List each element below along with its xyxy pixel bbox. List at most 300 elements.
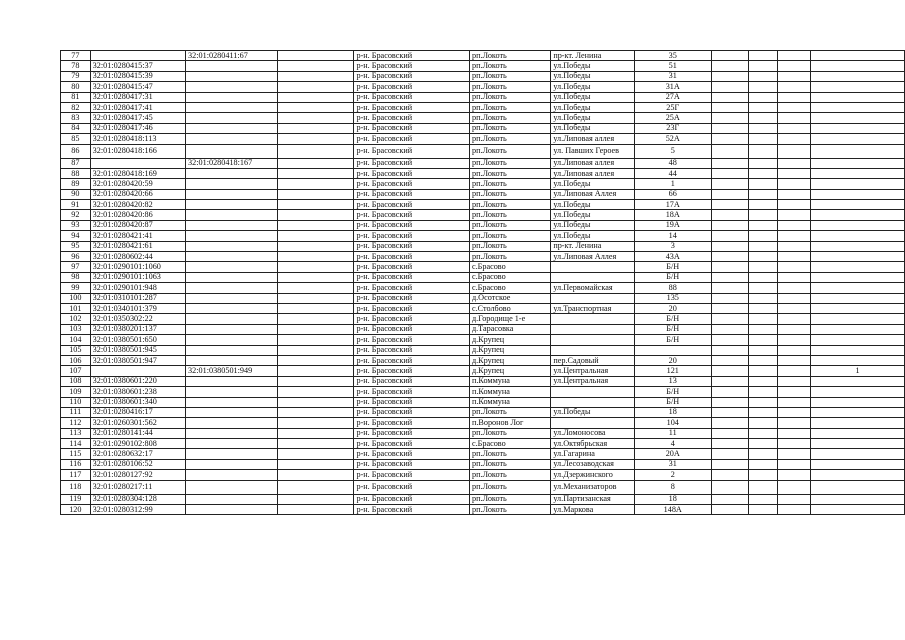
empty-cell xyxy=(278,494,354,504)
house-number-cell: Б/Н xyxy=(634,272,711,282)
row-number-cell: 120 xyxy=(61,505,91,515)
row-number-cell: 98 xyxy=(61,272,91,282)
empty-cell xyxy=(777,241,810,251)
empty-cell xyxy=(748,241,777,251)
region-cell: р-н. Брасовский xyxy=(354,303,470,313)
cadastral-number-cell: 32:01:0280420:59 xyxy=(90,179,185,189)
extra-value-cell xyxy=(811,293,905,303)
empty-cell xyxy=(777,113,810,123)
cadastral-number-alt-cell xyxy=(186,283,278,293)
street-cell: ул.Транспортная xyxy=(551,303,635,313)
cadastral-number-cell xyxy=(90,158,185,168)
row-number-cell: 110 xyxy=(61,397,91,407)
empty-cell xyxy=(278,407,354,417)
extra-value-cell xyxy=(811,189,905,199)
cadastral-number-cell: 32:01:0280421:41 xyxy=(90,231,185,241)
house-number-cell: Б/Н xyxy=(634,324,711,334)
settlement-cell: рп.Локоть xyxy=(469,252,550,262)
cadastral-number-alt-cell xyxy=(186,314,278,324)
empty-cell xyxy=(711,459,748,469)
empty-cell xyxy=(777,407,810,417)
street-cell: ул.Победы xyxy=(551,231,635,241)
settlement-cell: рп.Локоть xyxy=(469,144,550,158)
empty-cell xyxy=(278,92,354,102)
extra-value-cell xyxy=(811,252,905,262)
settlement-cell: д.Крупец xyxy=(469,366,550,376)
empty-cell xyxy=(748,220,777,230)
extra-value-cell xyxy=(811,82,905,92)
cadastral-number-cell: 32:01:0280420:86 xyxy=(90,210,185,220)
empty-cell xyxy=(748,494,777,504)
house-number-cell: Б/Н xyxy=(634,387,711,397)
table-row xyxy=(61,505,905,515)
cadastral-number-alt-cell xyxy=(186,220,278,230)
house-number-cell: 31 xyxy=(634,71,711,81)
house-number-cell: 8 xyxy=(634,480,711,494)
cadastral-number-alt-cell xyxy=(186,168,278,178)
table-row xyxy=(61,168,905,178)
empty-cell xyxy=(777,71,810,81)
empty-cell xyxy=(711,376,748,386)
empty-cell xyxy=(748,418,777,428)
region-cell: р-н. Брасовский xyxy=(354,293,470,303)
street-cell: ул.Победы xyxy=(551,113,635,123)
extra-value-cell xyxy=(811,505,905,515)
cadastral-number-cell: 32:01:0280417:46 xyxy=(90,123,185,133)
street-cell: ул.Победы xyxy=(551,92,635,102)
street-cell: ул.Липовая Аллея xyxy=(551,252,635,262)
cadastral-number-cell: 32:01:0280420:66 xyxy=(90,189,185,199)
cadastral-number-cell: 32:01:0280304:128 xyxy=(90,494,185,504)
empty-cell xyxy=(748,335,777,345)
street-cell: ул.Маркова xyxy=(551,505,635,515)
row-number-cell: 112 xyxy=(61,418,91,428)
settlement-cell: п.Коммуна xyxy=(469,376,550,386)
cadastral-number-alt-cell xyxy=(186,123,278,133)
table-body xyxy=(61,51,905,515)
empty-cell xyxy=(748,459,777,469)
empty-cell xyxy=(278,397,354,407)
house-number-cell: 25Г xyxy=(634,102,711,112)
empty-cell xyxy=(278,189,354,199)
empty-cell xyxy=(711,210,748,220)
empty-cell xyxy=(278,61,354,71)
street-cell: ул.Победы xyxy=(551,102,635,112)
settlement-cell: рп.Локоть xyxy=(469,220,550,230)
cadastral-number-alt-cell: 32:01:0380501:949 xyxy=(186,366,278,376)
extra-value-cell xyxy=(811,283,905,293)
cadastral-number-cell: 32:01:0280415:37 xyxy=(90,61,185,71)
empty-cell xyxy=(278,439,354,449)
empty-cell xyxy=(748,123,777,133)
empty-cell xyxy=(777,144,810,158)
region-cell: р-н. Брасовский xyxy=(354,241,470,251)
empty-cell xyxy=(748,355,777,365)
extra-value-cell xyxy=(811,51,905,61)
street-cell xyxy=(551,345,635,355)
street-cell: ул.Липовая аллея xyxy=(551,134,635,144)
row-number-cell: 80 xyxy=(61,82,91,92)
cadastral-number-cell: 32:01:0280417:31 xyxy=(90,92,185,102)
empty-cell xyxy=(711,387,748,397)
row-number-cell: 109 xyxy=(61,387,91,397)
settlement-cell: с.Брасово xyxy=(469,283,550,293)
cadastral-number-cell: 32:01:0380601:220 xyxy=(90,376,185,386)
region-cell: р-н. Брасовский xyxy=(354,200,470,210)
house-number-cell: 18 xyxy=(634,494,711,504)
extra-value-cell xyxy=(811,397,905,407)
settlement-cell: рп.Локоть xyxy=(469,470,550,480)
table-row xyxy=(61,61,905,71)
house-number-cell: 5 xyxy=(634,144,711,158)
street-cell: пр-кт. Ленина xyxy=(551,51,635,61)
empty-cell xyxy=(777,92,810,102)
empty-cell xyxy=(278,71,354,81)
table-row xyxy=(61,82,905,92)
extra-value-cell xyxy=(811,113,905,123)
settlement-cell: рп.Локоть xyxy=(469,61,550,71)
empty-cell xyxy=(711,345,748,355)
extra-value-cell xyxy=(811,324,905,334)
cadastral-number-cell: 32:01:0280418:166 xyxy=(90,144,185,158)
region-cell: р-н. Брасовский xyxy=(354,397,470,407)
row-number-cell: 111 xyxy=(61,407,91,417)
table-row xyxy=(61,480,905,494)
extra-value-cell xyxy=(811,314,905,324)
house-number-cell: 104 xyxy=(634,418,711,428)
empty-cell xyxy=(711,324,748,334)
empty-cell xyxy=(777,428,810,438)
house-number-cell: 35 xyxy=(634,51,711,61)
cadastral-number-alt-cell xyxy=(186,428,278,438)
region-cell: р-н. Брасовский xyxy=(354,61,470,71)
extra-value-cell: 1 xyxy=(811,366,905,376)
region-cell: р-н. Брасовский xyxy=(354,439,470,449)
empty-cell xyxy=(711,220,748,230)
table-row xyxy=(61,418,905,428)
settlement-cell: с.Брасово xyxy=(469,262,550,272)
empty-cell xyxy=(777,314,810,324)
extra-value-cell xyxy=(811,376,905,386)
cadastral-number-cell: 32:01:0290101:1060 xyxy=(90,262,185,272)
empty-cell xyxy=(278,418,354,428)
region-cell: р-н. Брасовский xyxy=(354,418,470,428)
settlement-cell: рп.Локоть xyxy=(469,158,550,168)
row-number-cell: 78 xyxy=(61,61,91,71)
empty-cell xyxy=(278,293,354,303)
empty-cell xyxy=(777,158,810,168)
cadastral-number-alt-cell: 32:01:0280418:167 xyxy=(186,158,278,168)
house-number-cell: 88 xyxy=(634,283,711,293)
extra-value-cell xyxy=(811,210,905,220)
empty-cell xyxy=(711,252,748,262)
street-cell: ул.Победы xyxy=(551,123,635,133)
empty-cell xyxy=(278,345,354,355)
cadastral-number-alt-cell xyxy=(186,82,278,92)
house-number-cell: 4 xyxy=(634,439,711,449)
table-row xyxy=(61,335,905,345)
extra-value-cell xyxy=(811,158,905,168)
empty-cell xyxy=(278,51,354,61)
cadastral-number-cell: 32:01:0260301:562 xyxy=(90,418,185,428)
empty-cell xyxy=(777,252,810,262)
cadastral-number-cell: 32:01:0280602:44 xyxy=(90,252,185,262)
extra-value-cell xyxy=(811,470,905,480)
empty-cell xyxy=(278,387,354,397)
settlement-cell: п.Воронов Лог xyxy=(469,418,550,428)
empty-cell xyxy=(748,158,777,168)
table-row xyxy=(61,366,905,376)
empty-cell xyxy=(711,314,748,324)
empty-cell xyxy=(711,113,748,123)
settlement-cell: п.Коммуна xyxy=(469,387,550,397)
house-number-cell: 13 xyxy=(634,376,711,386)
region-cell: р-н. Брасовский xyxy=(354,480,470,494)
row-number-cell: 118 xyxy=(61,480,91,494)
settlement-cell: д.Городище 1-е xyxy=(469,314,550,324)
empty-cell xyxy=(711,241,748,251)
empty-cell xyxy=(777,366,810,376)
table-row xyxy=(61,407,905,417)
extra-value-cell xyxy=(811,303,905,313)
settlement-cell: рп.Локоть xyxy=(469,134,550,144)
cadastral-number-alt-cell xyxy=(186,407,278,417)
row-number-cell: 119 xyxy=(61,494,91,504)
empty-cell xyxy=(278,428,354,438)
empty-cell xyxy=(777,494,810,504)
table-row xyxy=(61,272,905,282)
empty-cell xyxy=(711,82,748,92)
settlement-cell: с.Брасово xyxy=(469,272,550,282)
empty-cell xyxy=(748,231,777,241)
empty-cell xyxy=(777,272,810,282)
cadastral-number-cell: 32:01:0290101:948 xyxy=(90,283,185,293)
empty-cell xyxy=(711,293,748,303)
empty-cell xyxy=(748,168,777,178)
extra-value-cell xyxy=(811,387,905,397)
empty-cell xyxy=(711,407,748,417)
region-cell: р-н. Брасовский xyxy=(354,92,470,102)
settlement-cell: д.Осотское xyxy=(469,293,550,303)
cadastral-number-cell: 32:01:0380201:137 xyxy=(90,324,185,334)
extra-value-cell xyxy=(811,345,905,355)
row-number-cell: 83 xyxy=(61,113,91,123)
house-number-cell: 121 xyxy=(634,366,711,376)
street-cell: ул.Липовая Аллея xyxy=(551,189,635,199)
street-cell: ул.Первомайская xyxy=(551,283,635,293)
table-row xyxy=(61,220,905,230)
table-row xyxy=(61,283,905,293)
house-number-cell: 135 xyxy=(634,293,711,303)
region-cell: р-н. Брасовский xyxy=(354,82,470,92)
street-cell: ул.Дзержинского xyxy=(551,470,635,480)
house-number-cell: 48 xyxy=(634,158,711,168)
cadastral-number-alt-cell xyxy=(186,376,278,386)
cadastral-number-alt-cell xyxy=(186,113,278,123)
empty-cell xyxy=(278,314,354,324)
street-cell: ул.Победы xyxy=(551,61,635,71)
house-number-cell: 66 xyxy=(634,189,711,199)
cadastral-number-alt-cell xyxy=(186,397,278,407)
extra-value-cell xyxy=(811,220,905,230)
table-row xyxy=(61,123,905,133)
empty-cell xyxy=(711,418,748,428)
house-number-cell: 20 xyxy=(634,355,711,365)
cadastral-number-alt-cell xyxy=(186,494,278,504)
region-cell: р-н. Брасовский xyxy=(354,314,470,324)
cadastral-number-cell: 32:01:0380601:238 xyxy=(90,387,185,397)
empty-cell xyxy=(711,366,748,376)
table-row xyxy=(61,189,905,199)
empty-cell xyxy=(748,303,777,313)
table-row xyxy=(61,314,905,324)
row-number-cell: 113 xyxy=(61,428,91,438)
empty-cell xyxy=(711,480,748,494)
empty-cell xyxy=(711,71,748,81)
street-cell xyxy=(551,262,635,272)
cadastral-number-alt-cell xyxy=(186,355,278,365)
cadastral-number-alt-cell xyxy=(186,189,278,199)
empty-cell xyxy=(748,324,777,334)
table-row xyxy=(61,179,905,189)
cadastral-number-cell: 32:01:0340101:379 xyxy=(90,303,185,313)
table-row xyxy=(61,144,905,158)
cadastral-number-alt-cell xyxy=(186,241,278,251)
empty-cell xyxy=(748,179,777,189)
extra-value-cell xyxy=(811,418,905,428)
table-row xyxy=(61,113,905,123)
empty-cell xyxy=(777,293,810,303)
row-number-cell: 89 xyxy=(61,179,91,189)
settlement-cell: рп.Локоть xyxy=(469,210,550,220)
row-number-cell: 104 xyxy=(61,335,91,345)
empty-cell xyxy=(777,123,810,133)
settlement-cell: с.Столбово xyxy=(469,303,550,313)
row-number-cell: 95 xyxy=(61,241,91,251)
region-cell: р-н. Брасовский xyxy=(354,355,470,365)
cadastral-number-cell: 32:01:0280417:45 xyxy=(90,113,185,123)
empty-cell xyxy=(748,189,777,199)
street-cell: ул.Центральная xyxy=(551,366,635,376)
empty-cell xyxy=(748,293,777,303)
extra-value-cell xyxy=(811,449,905,459)
cadastral-number-alt-cell: 32:01:0280411:67 xyxy=(186,51,278,61)
settlement-cell: д.Крупец xyxy=(469,335,550,345)
empty-cell xyxy=(748,200,777,210)
region-cell: р-н. Брасовский xyxy=(354,252,470,262)
region-cell: р-н. Брасовский xyxy=(354,123,470,133)
empty-cell xyxy=(777,189,810,199)
house-number-cell: 2 xyxy=(634,470,711,480)
empty-cell xyxy=(777,376,810,386)
settlement-cell: д.Тарасовка xyxy=(469,324,550,334)
region-cell: р-н. Брасовский xyxy=(354,71,470,81)
cadastral-table xyxy=(60,50,905,515)
cadastral-number-cell: 32:01:0280141:44 xyxy=(90,428,185,438)
settlement-cell: рп.Локоть xyxy=(469,505,550,515)
table-row xyxy=(61,324,905,334)
cadastral-number-alt-cell xyxy=(186,418,278,428)
empty-cell xyxy=(777,387,810,397)
table-row xyxy=(61,494,905,504)
empty-cell xyxy=(777,51,810,61)
cadastral-number-alt-cell xyxy=(186,345,278,355)
cadastral-number-cell: 32:01:0290102:808 xyxy=(90,439,185,449)
table-row xyxy=(61,51,905,61)
table-row xyxy=(61,345,905,355)
house-number-cell: 18 xyxy=(634,407,711,417)
empty-cell xyxy=(777,470,810,480)
house-number-cell: 43А xyxy=(634,252,711,262)
row-number-cell: 94 xyxy=(61,231,91,241)
street-cell xyxy=(551,324,635,334)
street-cell xyxy=(551,314,635,324)
street-cell xyxy=(551,272,635,282)
table-row xyxy=(61,449,905,459)
region-cell: р-н. Брасовский xyxy=(354,262,470,272)
empty-cell xyxy=(711,61,748,71)
street-cell: ул.Лесозаводская xyxy=(551,459,635,469)
house-number-cell: 23Г xyxy=(634,123,711,133)
cadastral-number-cell: 32:01:0290101:1063 xyxy=(90,272,185,282)
cadastral-number-cell: 32:01:0280312:99 xyxy=(90,505,185,515)
empty-cell xyxy=(711,335,748,345)
empty-cell xyxy=(777,200,810,210)
cadastral-number-cell xyxy=(90,51,185,61)
cadastral-number-cell: 32:01:0280417:41 xyxy=(90,102,185,112)
table-row xyxy=(61,376,905,386)
cadastral-number-alt-cell xyxy=(186,71,278,81)
cadastral-number-alt-cell xyxy=(186,480,278,494)
region-cell: р-н. Брасовский xyxy=(354,449,470,459)
region-cell: р-н. Брасовский xyxy=(354,387,470,397)
empty-cell xyxy=(777,355,810,365)
table-row xyxy=(61,102,905,112)
street-cell: ул.Победы xyxy=(551,407,635,417)
empty-cell xyxy=(748,102,777,112)
empty-cell xyxy=(777,262,810,272)
empty-cell xyxy=(278,241,354,251)
street-cell: ул.Липовая аллея xyxy=(551,158,635,168)
empty-cell xyxy=(278,82,354,92)
region-cell: р-н. Брасовский xyxy=(354,283,470,293)
cadastral-number-cell: 32:01:0380501:947 xyxy=(90,355,185,365)
empty-cell xyxy=(711,439,748,449)
empty-cell xyxy=(278,220,354,230)
empty-cell xyxy=(777,210,810,220)
cadastral-number-cell: 32:01:0280421:61 xyxy=(90,241,185,251)
cadastral-number-cell xyxy=(90,366,185,376)
empty-cell xyxy=(711,470,748,480)
extra-value-cell xyxy=(811,123,905,133)
cadastral-number-cell: 32:01:0380501:945 xyxy=(90,345,185,355)
empty-cell xyxy=(278,123,354,133)
empty-cell xyxy=(777,324,810,334)
empty-cell xyxy=(748,314,777,324)
street-cell: ул.Липовая аллея xyxy=(551,168,635,178)
extra-value-cell xyxy=(811,459,905,469)
cadastral-number-alt-cell xyxy=(186,61,278,71)
row-number-cell: 106 xyxy=(61,355,91,365)
cadastral-number-cell: 32:01:0280415:39 xyxy=(90,71,185,81)
house-number-cell: 18А xyxy=(634,210,711,220)
extra-value-cell xyxy=(811,200,905,210)
street-cell xyxy=(551,418,635,428)
table-row xyxy=(61,459,905,469)
region-cell: р-н. Брасовский xyxy=(354,366,470,376)
empty-cell xyxy=(278,335,354,345)
empty-cell xyxy=(711,449,748,459)
